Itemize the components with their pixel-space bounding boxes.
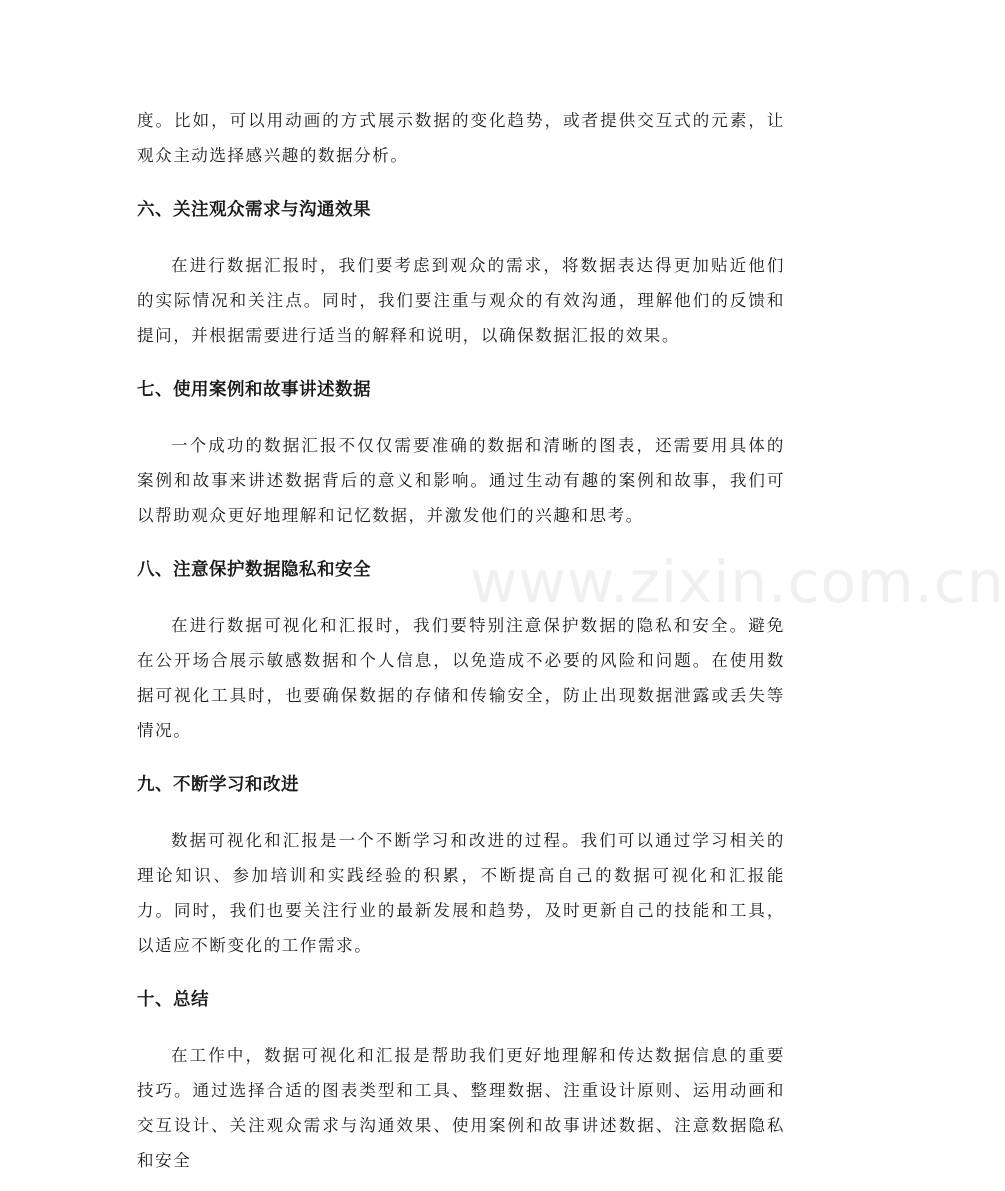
section-7-paragraph: 一个成功的数据汇报不仅仅需要准确的数据和清晰的图表，还需要用具体的案例和故事来讲述数据背后的意义和影响。通过生动有趣的案例和故事，我们可以帮助观众更好地理解和记忆数据，并激发他们的兴趣和思考。: [137, 436, 785, 525]
section-10-heading: 十、总结: [137, 990, 209, 1010]
document-body: [137, 103, 785, 1178]
section-9-paragraph: 数据可视化和汇报是一个不断学习和改进的过程。我们可以通过学习相关的理论知识、参加培训和实践经验的积累，不断提高自己的数据可视化和汇报能力。同时，我们也要关注行业的最新发展和趋势，及时更新自己的技能和工具，以适应不断变化的工作需求。: [137, 831, 785, 955]
section-10-paragraph: 在工作中，数据可视化和汇报是帮助我们更好地理解和传达数据信息的重要技巧。通过选择合适的图表类型和工具、整理数据、注重设计原则、运用动画和交互设计、关注观众需求与沟通效果、使用案例和故事讲述数据、注意数据隐私和安全: [137, 1046, 785, 1170]
section-6-paragraph: 在进行数据汇报时，我们要考虑到观众的需求，将数据表达得更加贴近他们的实际情况和关注点。同时，我们要注重与观众的有效沟通，理解他们的反馈和提问，并根据需要进行适当的解释和说明，以确保数据汇报的效果。: [137, 256, 785, 345]
section-7-heading: 七、使用案例和故事讲述数据: [137, 380, 371, 400]
intro-paragraph: 度。比如，可以用动画的方式展示数据的变化趋势，或者提供交互式的元素，让观众主动选择感兴趣的数据分析。: [137, 111, 785, 165]
watermark-text: www.zixin.com.cn: [470, 548, 1005, 616]
section-6-heading: 六、关注观众需求与沟通效果: [137, 200, 371, 220]
section-8-heading: 八、注意保护数据隐私和安全: [137, 560, 371, 580]
section-8-paragraph: 在进行数据可视化和汇报时，我们要特别注意保护数据的隐私和安全。避免在公开场合展示敏感数据和个人信息，以免造成不必要的风险和问题。在使用数据可视化工具时，也要确保数据的存储和传输安全，防止出现数据泄露或丢失等情况。: [137, 616, 785, 740]
section-9-heading: 九、不断学习和改进: [137, 775, 299, 795]
